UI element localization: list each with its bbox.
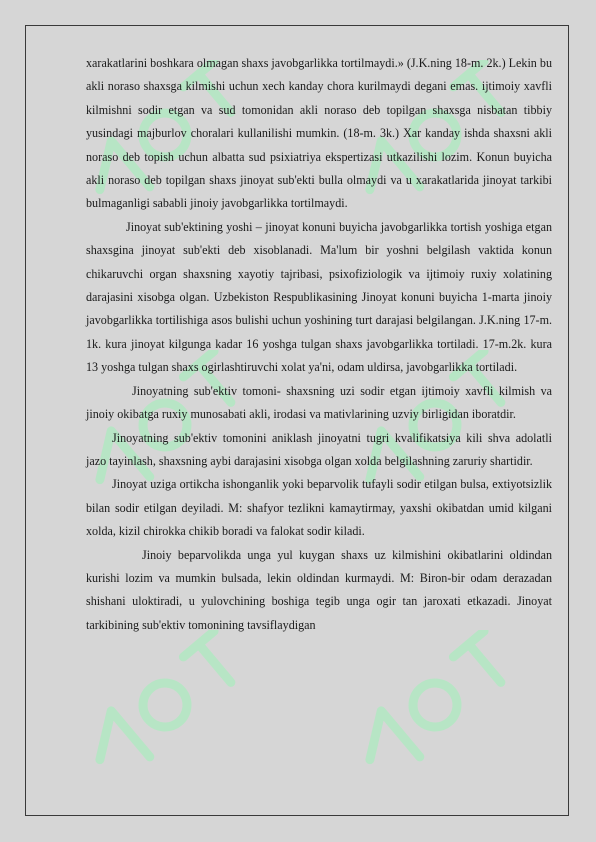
paragraph: Jinoyat sub'ektining yoshi – jinoyat konuni buyicha javobgarlikka tortish yoshiga etgan shaxsgina jinoyat sub'ekti deb xisoblanadi. Ma'lum bir yoshni belgilash vaktida konun chikaruvchi organ shaxsning xayotiy tajribasi, psixofiziologik va ijtimoiy ruxiy xolatining darajasini xisobga olgan. Uzbekiston Respublikasining Jinoyat konuni buyicha 1-marta jinoiy javobgarlikka tortilishiga asos bulishi uchun yoshining turt darajasi belgilangan. J.K.ning 17-m. 1k. kura jinoyat kilgunga kadar 16 yoshga tulgan shaxs javobgarlikka tortiladi. 17-m.2k. kura 13 yoshga tulgan shaxs ogirlashtiruvchi xolat ya'ni, odam uldirsa, javobgarlikka tortiladi. (86, 219, 552, 375)
paragraph: Jinoiy beparvolikda unga yul kuygan shaxs uz kilmishini okibatlarini oldindan kurishi lozim va mumkin bulsada, lekin oldindan kurmaydi. M: Biron-bir odam derazadan shishani uloktiradi, u yulovchining boshiga tegib unga ogir tan jaroxati etkazadi. Jinoyat tarkibining sub'ektiv tomonining tavsiflaydigan (86, 547, 552, 632)
paragraph: Jinoyatning sub'ektiv tomonini aniklash jinoyatni tugri kvalifikatsiya kili shva adolatli jazo tayinlash, shaxsning aybi darajasini xisobga olgan xolda belgilashning zaruriy shartidir. (86, 430, 552, 468)
paragraph: Jinoyat uziga ortikcha ishonganlik yoki beparvolik tufayli sodir etilgan bulsa, extiyotsizlik bilan sodir etilgan deyiladi. M: shafyor tezlikni kamaytirmay, yaxshi okibatdan umid kilgani xolda, kizil chirokka chikib boradi va falokat sodir kiladi. (86, 477, 552, 539)
paragraph: Jinoyatning sub'ektiv tomoni- shaxsning uzi sodir etgan ijtimoiy xavfli kilmish va jinoiy okibatga ruxiy munosabati akli, irodasi va mativlarining uzviy birligidan iboratdir. (86, 383, 552, 422)
paragraph: xarakatlarini boshkara olmagan shaxs javobgarlikka tortilmaydi.» (J.K.ning 18-m. 2k.) Lekin bu akli noraso shaxsga kilmishi uchun xech kanday chora kurilmaydi degani emas. ijtimoiy xavfli kilmishni sodir etgan va sud tomonidan akli noraso deb topilgan shaxsga nisbatan tibbiy yusindagi majburlov choralari kullanilishi mumkin. (18-m. 3k.) Xar kanday ishda shaxsni akli noraso deb topish uchun albatta sud psixiatriya ekspertizasi utkazilishi lozim. Konun buyicha akli noraso deb topilgan shaxs jinoyat sub'ekti bulla olmaydi va u xarakatlarida jinoyat tarkibi bulmaganligi sababli jinoiy javobgarlikka tortilmaydi. (86, 56, 552, 211)
document-body (86, 52, 552, 637)
